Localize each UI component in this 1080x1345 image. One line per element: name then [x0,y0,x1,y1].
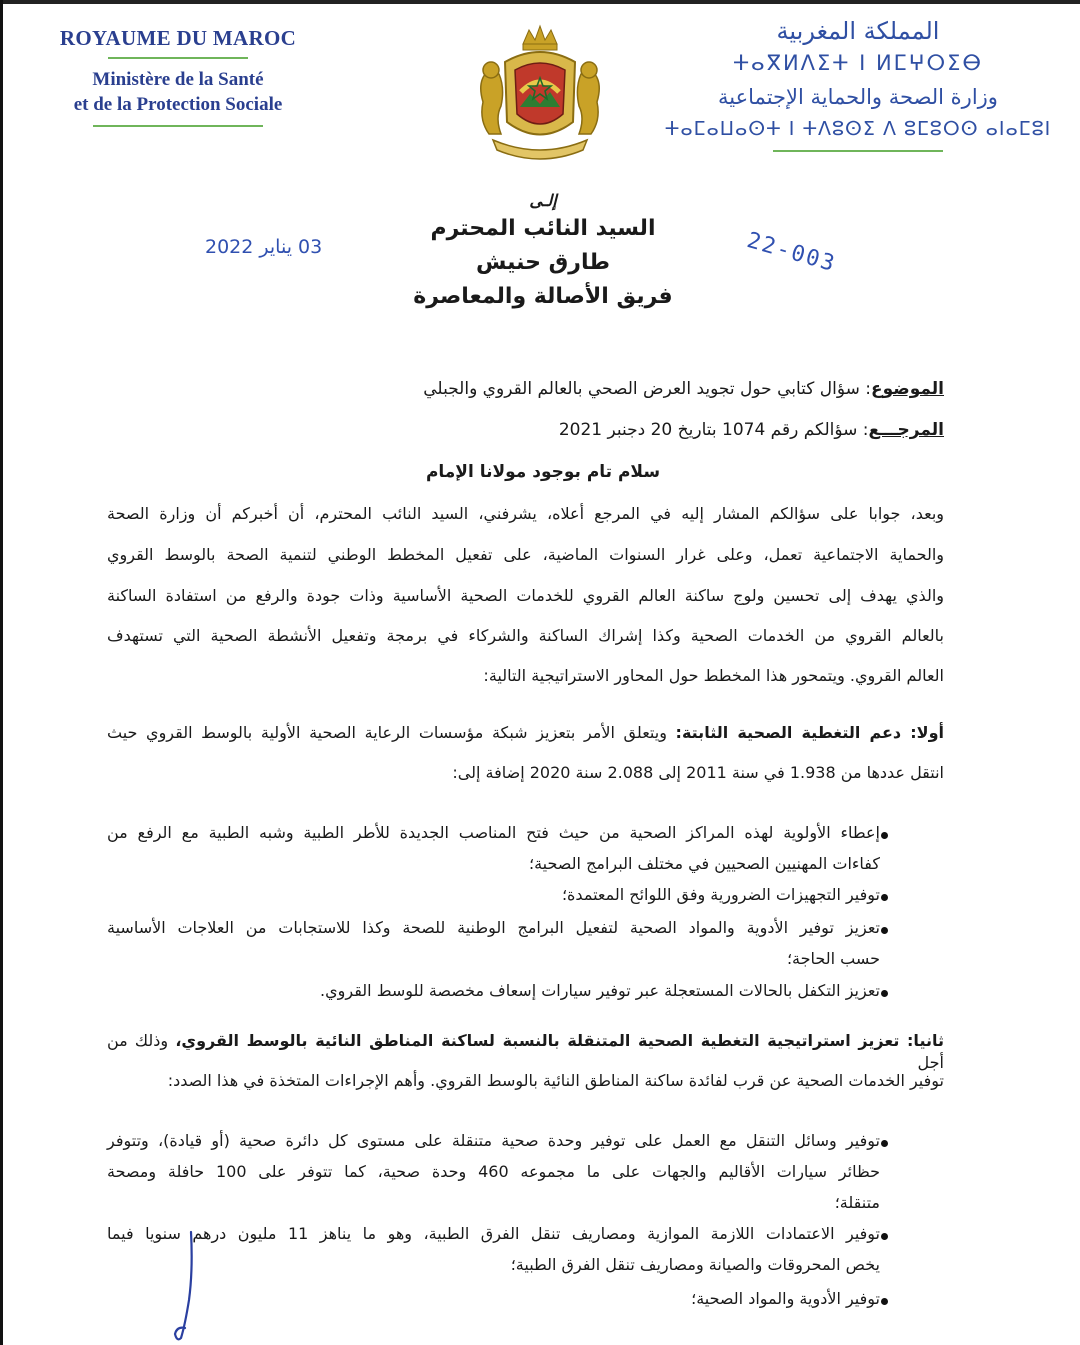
section2-line1 [107,1030,944,1074]
header-arabic [663,14,1053,152]
ministry-name-fr-line2: et de la Protection Sociale [73,94,283,115]
addressee-to-label: إلـى [529,191,557,210]
section1-bullet4-line1: تعزيز التكفل بالحالات المستعجلة عبر توفير سيارات إسعاف مخصصة للوسط القروي. [320,981,880,1000]
header-rule [773,150,943,152]
section1-bullet2-line1: توفير التجهيزات الضرورية وفق اللوائح المعتمدة؛ [561,885,880,904]
section1-line1 [107,722,944,744]
section2-line2: توفير الخدمات الصحية عن قرب لفائدة ساكنة المناطق النائية بالوسط القروي. وأهم الإجراءات المتخذة في هذا الصدد: [167,1071,944,1090]
section2-bullet2-line1: توفير الاعتمادات اللازمة الموازية ومصاريف تنقل الفرق الطبية، وهو ما يناهز 11 مليون درهم سنويا فيما [107,1224,881,1243]
signature-mark [163,1230,223,1345]
intro-line: والحماية الاجتماعية تعمل، وعلى غرار السنوات الماضية، على تفعيل المخطط الوطني لتنمية الصحة بالوسط القروي [107,545,944,564]
subject-text: : سؤال كتابي حول تجويد العرض الصحي بالعالم القروي والجبلي [423,379,872,399]
header-french [33,26,323,127]
kingdom-name-tifinagh: ⵜⴰⴳⵍⴷⵉⵜ ⵏ ⵍⵎⵖⵔⵉⴱ [732,51,984,75]
section2-bullet1-line2: حظائر سيارات الأقاليم والجهات على ما مجموعه 460 وحدة صحية، كما تتوفر على 100 حافلة ومصحة [107,1162,880,1181]
ministry-name-tifinagh: ⵜⴰⵎⴰⵡⴰⵙⵜ ⵏ ⵜⴷⵓⵙⵉ ⴷ ⵓⵎⵓⵔⵙ ⴰⵏⴰⵎⵓⵏ [664,118,1052,140]
section1-line2: انتقل عددها من 1.938 في سنة 2011 إلى 2.088 سنة 2020 إضافة إلى: [452,763,944,782]
addressee-title: السيد النائب المحترم [430,216,656,241]
reference-stamp: 22-003 [744,228,839,278]
section2-text: وذلك من أجل [107,1031,944,1072]
section2-bullet1-line3: متنقلة؛ [834,1193,880,1212]
section2-bullet1-line1: توفير وسائل التنقل مع العمل على توفير وحدة صحية متنقلة على مستوى كل دائرة صحية (أو قيادة)، وتتوفر [107,1131,880,1150]
intro-line: بالعالم القروي من الخدمات الصحية وكذا إشراك الساكنة والشركاء في برمجة وتفعيل الأنشطة الصحية التي تستهدف [107,626,944,645]
intro-line: وبعد، جوابا على سؤالكم المشار إليه في المرجع أعلاه، يشرفني، السيد النائب المحترم، أن أخبركم أن وزارة الصحة [107,504,944,523]
reference-label: المرجـــع [868,420,944,440]
coat-of-arms-icon [465,22,615,167]
section1-bullet1-line1: إعطاء الأولوية لهذه المراكز الصحية من حيث فتح المناصب الجديدة للأطر الطبية وشبه الطبية مع الرفع من [107,823,880,842]
intro-line: والذي يهدف إلى تحسين ولوج ساكنة العالم القروي للخدمات الصحية الأساسية وذات جودة والرفع من استفادة الساكنة [107,586,944,605]
ministry-name-fr-line1: Ministère de la Santé [92,69,264,90]
section2-bullet3-line1: توفير الأدوية والمواد الصحية؛ [691,1289,880,1308]
reference-line [559,419,944,441]
intro-line: العالم القروي. ويتمحور هذا المخطط حول المحاور الاستراتيجية التالية: [483,666,944,685]
section1-text: ويتعلق الأمر بتعزيز شبكة مؤسسات الرعاية الصحية الأولية بالوسط القروي حيث [107,723,676,742]
section1-heading: أولا: دعم التغطية الصحية الثابتة: [675,723,944,742]
addressee-group: فريق الأصالة والمعاصرة [413,284,673,309]
addressee-block [363,190,723,314]
date-stamp: 03 يناير 2022 [205,236,323,258]
ministry-name-ar: وزارة الصحة والحماية الإجتماعية [718,85,998,109]
kingdom-name-ar: المملكة المغربية [776,17,940,45]
header-rule [93,125,263,127]
addressee-name: طارق حنيش [476,250,610,275]
kingdom-name-fr: ROYAUME DU MAROC [59,26,297,50]
top-border [3,0,1080,4]
reference-text: : سؤالكم رقم 1074 بتاريخ 20 دجنبر 2021 [558,420,869,440]
section2-heading: ثانيا: تعزيز استراتيجية التغطية الصحية المتنقلة بالنسبة لساكنة المناطق النائية بالوسط القروي، [175,1031,944,1050]
section1-bullet1-line2: كفاءات المهنيين الصحيين في مختلف البرامج الصحية؛ [528,854,880,873]
greeting: سلام تام بوجود مولانا الإمام [425,462,661,482]
section1-bullet3-line1: تعزيز توفير الأدوية والمواد الصحية لتفعيل البرامج الوطنية للصحة وكذا للاستجابات من العلاجات الأساسية [107,918,880,937]
section2-bullet2-line2: يخص المحروقات والصيانة ومصاريف تنقل الفرق الطبية؛ [510,1255,880,1274]
subject-line [423,378,944,400]
header-rule [108,57,248,59]
section1-bullet3-line2: حسب الحاجة؛ [786,949,880,968]
subject-label: الموضوع [871,379,944,399]
